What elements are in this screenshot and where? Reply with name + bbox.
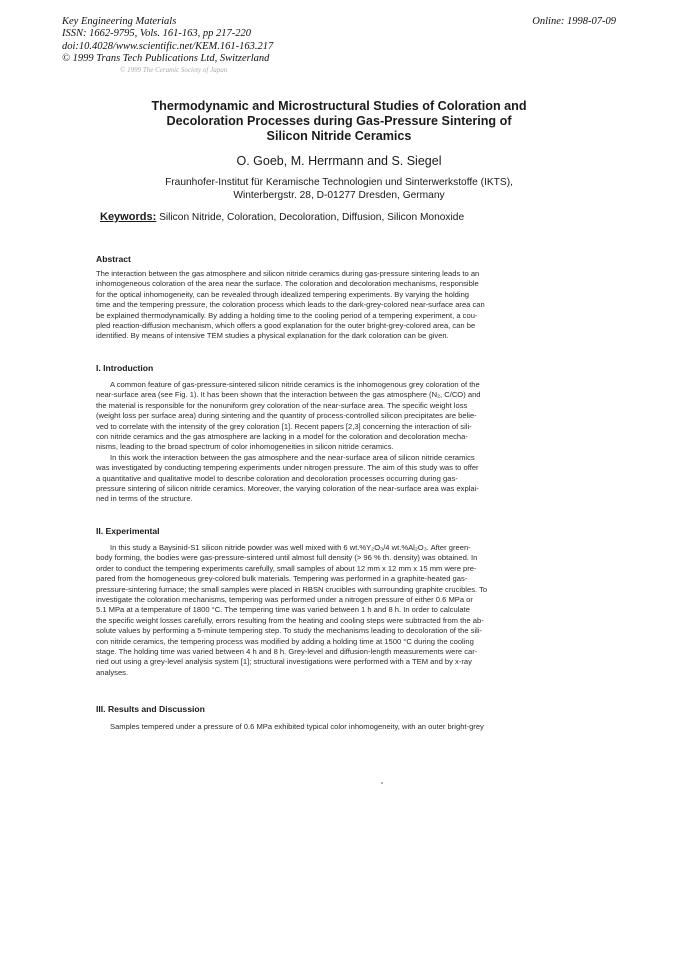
paper-title: [96, 99, 582, 144]
journal-name: Key Engineering Materials: [62, 16, 177, 27]
text-line: (weight loss per surface area) during sintering and the quantity of process-controlled silicon precipitates are belie-: [96, 411, 477, 421]
text-line: The interaction between the gas atmosphere and silicon nitride ceramics during gas-pressure sintering leads to an: [96, 269, 480, 278]
faded-copyright-line: © 1999 The Ceramic Society of Japan: [120, 66, 228, 74]
text-line: con nitride ceramics and the gas atmosphere are lacking in a model for the coloration and decoloration mecha-: [96, 432, 468, 442]
introduction-text: [96, 380, 556, 505]
title-line: Decoloration Processes during Gas-Pressure Sintering of: [166, 114, 512, 128]
affiliation-line: Fraunhofer-Institut für Keramische Technologien und Sinterwerkstoffe (IKTS),: [165, 177, 513, 188]
scan-speck: [381, 782, 383, 784]
affiliation: [96, 177, 582, 202]
online-date: Online: 1998-07-09: [532, 16, 616, 27]
keywords: [100, 211, 464, 223]
text-line: pared from the homogeneous grey-colored bulk materials. Tempering was performed in a graphite-heated gas-: [96, 574, 468, 584]
issn-line: ISSN: 1662-9795, Vols. 161-163, pp 217-220: [62, 28, 251, 40]
section-heading-results: III. Results and Discussion: [96, 704, 205, 714]
text-line: investigate the coloration mechanisms, tempering was performed under a nitrogen pressure of either 0.6 MPa or: [96, 595, 473, 605]
doi-line: doi:10.4028/www.scientific.net/KEM.161-163.217: [62, 40, 274, 52]
copyright-line: © 1999 Trans Tech Publications Ltd, Switzerland: [62, 53, 270, 65]
section-heading-experimental: II. Experimental: [96, 526, 160, 536]
title-line: Thermodynamic and Microstructural Studies of Coloration and: [151, 99, 527, 113]
abstract-text: [96, 269, 556, 342]
text-line: nisms, leading to the broad spectrum of color inhomogeneities in silicon nitride ceramics.: [96, 442, 394, 452]
text-line: near-surface area (see Fig. 1). It has been shown that the interaction between the gas atmosphere (N₂, C/CO) and: [96, 390, 481, 400]
text-line: order to conduct the tempering experiments carefully, small samples of about 12 mm x 12 mm x 15 mm were pre-: [96, 563, 477, 573]
section-heading-introduction: I. Introduction: [96, 363, 154, 373]
text-line: stage. The holding time was varied between 4 h and 8 h. Grey-level and diffusion-length measurements were car-: [96, 647, 478, 657]
text-line: In this study a Baysinid-S1 silicon nitride powder was well mixed with 6 wt.%Y₂O₃/4 wt.%Al₂O₃. After green-: [110, 543, 471, 552]
text-line: be explained thermodynamically. By adding a holding time to the cooling period of a tempering experiment, a cou-: [96, 310, 478, 320]
text-line: the specific weight losses carefully, errors resulting from the heating and cooling steps were subtracted from the ab-: [96, 615, 484, 625]
keywords-label: Keywords:: [100, 211, 157, 223]
text-line: In this work the interaction between the gas atmosphere and the near-surface area of silicon nitride ceramics: [110, 452, 475, 462]
text-line: the material is responsible for the nonuniform grey coloration of the near-surface area. The specific weight loss: [96, 400, 468, 410]
text-line: ved to correlate with the intensity of the grey coloration [1]. Recent papers [2,3] concerning the interaction of sili-: [96, 421, 472, 431]
text-line: Samples tempered under a pressure of 0.6 MPa exhibited typical color inhomogeneity, with an outer bright-grey: [110, 722, 484, 731]
section-heading-abstract: Abstract: [96, 254, 131, 264]
authors: O. Goeb, M. Herrmann and S. Siegel: [236, 154, 442, 168]
text-line: time and the tempering pressure, the coloration process which leads to the dark-grey-colored near-surface area can: [96, 300, 485, 310]
text-line: ned in terms of the structure.: [96, 494, 193, 504]
experimental-text: [96, 543, 556, 678]
text-line: 5.1 MPa at a temperature of 1800 °C. The tempering time was varied between 1 h and 8 h. In order to calculate: [96, 605, 470, 615]
text-line: body forming, the bodies were gas-pressure-sintered until almost full density (> 96 % th. density) was obtained. In: [96, 553, 478, 563]
title-line: Silicon Nitride Ceramics: [266, 129, 412, 143]
affiliation-line: Winterbergstr. 28, D-01277 Dresden, Germany: [233, 189, 445, 201]
text-line: for the optical inhomogeneity, can be revealed through idealized tempering experiments. By varying the holding: [96, 289, 470, 299]
text-line: pled reaction-diffusion mechanism, which offers a good explanation for the outer bright-grey-colored area, can be: [96, 321, 476, 331]
text-line: A common feature of gas-pressure-sintered silicon nitride ceramics is the inhomogenous grey coloration of the: [110, 380, 480, 389]
text-line: pressure sintering of silicon nitride ceramics. Moreover, the varying coloration of the near-surface area was explai-: [96, 484, 479, 494]
text-line: was investigated by conducting tempering experiments under nitrogen pressure. The aim of this study was to offer: [96, 463, 479, 473]
text-line: con nitride ceramics, the tempering process was modified by adding a holding time at 1500 °C during the cooling: [96, 636, 474, 646]
text-line: pressure-sintering furnace; the small samples were placed in RBSN crucibles with surrounding graphite crucibles. To: [96, 584, 488, 594]
keywords-list: Silicon Nitride, Coloration, Decoloration, Diffusion, Silicon Monoxide: [159, 212, 465, 223]
text-line: a quantitative and qualitative model to describe coloration and decoloration processes occurring during gas-: [96, 473, 458, 483]
text-line: inhomogeneous coloration of the area near the surface. The coloration and decoloration mechanisms, responsible: [96, 279, 479, 289]
results-text: [96, 722, 556, 732]
text-line: analyses.: [96, 667, 129, 677]
text-line: solute values by performing a 5-minute tempering step. To study the mechanisms leading to decoloration of the sili-: [96, 626, 483, 636]
text-line: ried out using a grey-level analysis system [1]; structural investigations were performed with a TEM and by x-ray: [96, 657, 472, 667]
text-line: identified. By means of intensive TEM studies a physical explanation for the dark coloration can be given.: [96, 331, 449, 341]
publication-header: [62, 16, 273, 66]
